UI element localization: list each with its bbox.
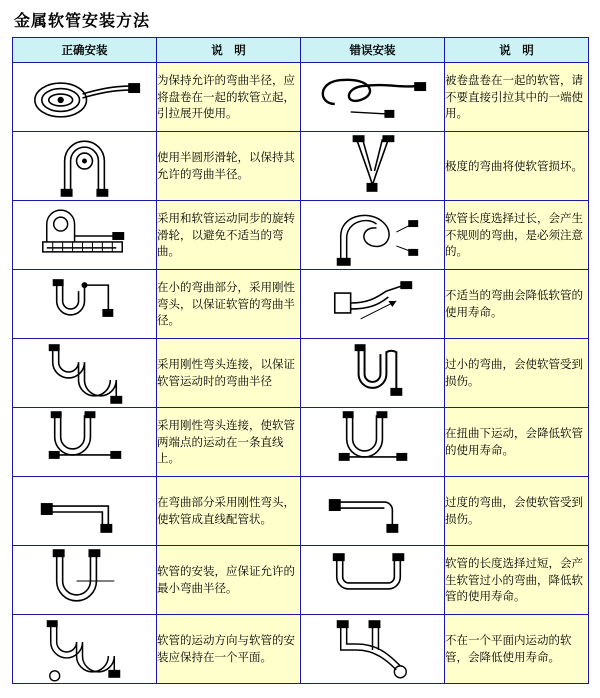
figure-correct	[13, 339, 157, 408]
improper-bend-reduces-life-icon	[301, 271, 444, 337]
rotating-pulley-with-chain-icon	[13, 202, 156, 268]
note-wrong: 不适当的弯曲会降低软管的使用寿命。	[445, 270, 589, 339]
column-header-correct-note: 说 明	[157, 38, 301, 63]
table-row	[13, 270, 589, 339]
note-correct: 采用和软管运动同步的旋转滑轮，以避免不适当的弯曲。	[157, 201, 301, 270]
too-long-hose-large-bend-icon	[301, 547, 444, 613]
note-correct: 采用刚性弯头连接，以保证软管运动时的弯曲半径	[157, 339, 301, 408]
table-row	[13, 546, 589, 615]
table-row	[13, 63, 589, 132]
figure-correct	[13, 201, 157, 270]
table-row	[13, 201, 589, 270]
too-long-hose-irregular-bend-icon	[301, 202, 444, 268]
figure-wrong	[301, 408, 445, 477]
note-wrong: 软管长度选择过长，会产生不规则的弯曲，是必须注意的。	[445, 201, 589, 270]
note-wrong: 在扭曲下运动，会降低软管的使用寿命。	[445, 408, 589, 477]
note-wrong: 极度的弯曲将使软管损坏。	[445, 132, 589, 201]
note-correct: 使用半圆形滑轮，以保持其允许的弯曲半径。	[157, 132, 301, 201]
rigid-elbow-small-bend-icon	[13, 271, 156, 337]
figure-wrong	[301, 270, 445, 339]
column-header-wrong-install: 错误安装	[301, 38, 445, 63]
table-row	[13, 132, 589, 201]
note-correct: 在弯曲部分采用刚性弯头，使软管成直线配管状。	[157, 477, 301, 546]
rigid-elbow-u-loop-icon	[13, 340, 156, 406]
note-correct: 为保持允许的弯曲半径，应将盘卷在一起的软管立起，引拉展开使用。	[157, 63, 301, 132]
rigid-elbow-straight-line-motion-icon	[13, 409, 156, 475]
figure-correct	[13, 615, 157, 684]
too-small-bend-radius-icon	[301, 340, 444, 406]
column-header-wrong-note: 说 明	[445, 38, 589, 63]
figure-correct	[13, 63, 157, 132]
figure-wrong	[301, 132, 445, 201]
coiled-hose-standing-upright-icon	[13, 64, 156, 130]
note-correct: 软管的安装，应保证允许的最小弯曲半径。	[157, 546, 301, 615]
note-wrong: 过小的弯曲，会使软管受到损伤。	[445, 339, 589, 408]
figure-correct	[13, 270, 157, 339]
hose-motion-out-of-plane-icon	[301, 616, 444, 682]
note-correct: 软管的运动方向与软管的安装应保持在一个平面。	[157, 615, 301, 684]
figure-correct	[13, 408, 157, 477]
table-header-row	[13, 38, 589, 63]
table-row	[13, 408, 589, 477]
twisting-motion-hose-icon	[301, 409, 444, 475]
note-wrong: 过度的弯曲，会使软管受到损伤。	[445, 477, 589, 546]
note-correct: 采用刚性弯头连接，使软管两端点的运动在一条直线上。	[157, 408, 301, 477]
coiled-hose-pulled-from-center-icon	[301, 64, 444, 130]
figure-correct	[13, 477, 157, 546]
column-header-correct-install: 正确安装	[13, 38, 157, 63]
page-title: 金属软管安装方法	[14, 11, 151, 30]
figure-wrong	[301, 546, 445, 615]
straight-pipe-with-elbow-icon	[13, 478, 156, 544]
table-row	[13, 477, 589, 546]
note-wrong: 被卷盘卷在一起的软管，请不要直接引拉其中的一端使用。	[445, 63, 589, 132]
note-wrong: 不在一个平面内运动的软管，会降低使用寿命。	[445, 615, 589, 684]
sharp-bend-hose-icon	[301, 133, 444, 199]
table-row	[13, 615, 589, 684]
note-wrong: 软管的长度选择过短，会产生软管过小的弯曲，降低软管的使用寿命。	[445, 546, 589, 615]
note-correct: 在小的弯曲部分，采用刚性弯头，以保证软管的弯曲半径。	[157, 270, 301, 339]
figure-wrong	[301, 477, 445, 546]
hose-motion-same-plane-icon	[13, 616, 156, 682]
figure-correct	[13, 132, 157, 201]
installation-methods-table	[12, 37, 589, 684]
minimum-bend-radius-u-hose-icon	[13, 547, 156, 613]
figure-wrong	[301, 339, 445, 408]
excessive-bend-hose-icon	[301, 478, 444, 544]
figure-correct	[13, 546, 157, 615]
figure-wrong	[301, 201, 445, 270]
half-round-pulley-hose-icon	[13, 133, 156, 199]
figure-wrong	[301, 615, 445, 684]
figure-wrong	[301, 63, 445, 132]
table-row	[13, 339, 589, 408]
